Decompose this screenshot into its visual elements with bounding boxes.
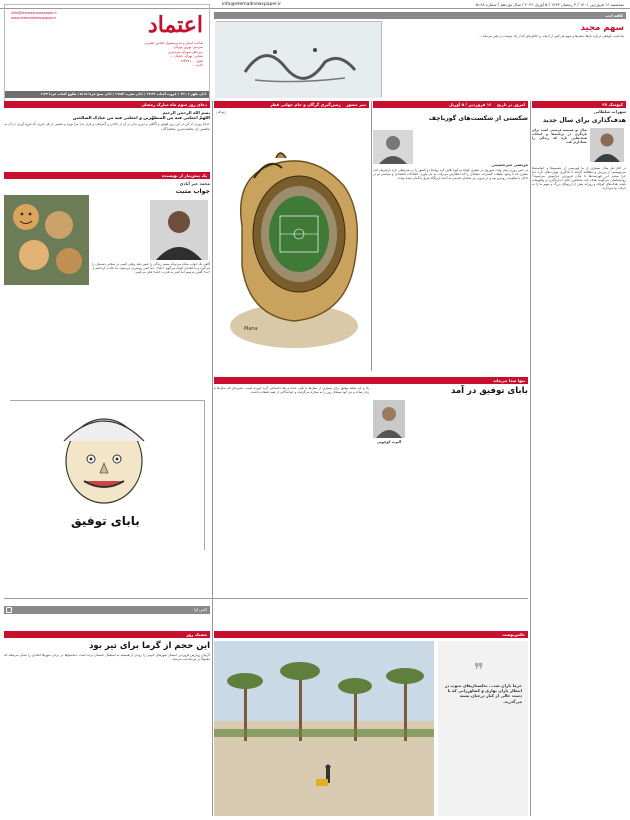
prayer-times: اذان ظهر ۱۳:۰۶ / غروب آفتاب ۱۹:۳۴ / اذان مغرب ۱۹:۵۳ / اذان صبح فردا ۵:۱۸ / طلوع آفتاب فردا ۶:۴۴ [5,91,209,98]
history-body: در چنین روزی رهبر وقت شوروی در سفری کوتاه به کوبا تلاش کرد روابط دو کشور را در شرایطی تازه بازتعریف کند. سفری که با وجود تبلیغات گسترده، نتیجه‌ای را که انتظارش می‌رفت به بار نیاورد. اصلاحات اقتصادی و سیاسی او در داخل با مقاومت روبه‌رو بود و در بیرون نیز متحدان قدیمی به آینده اردوگاه شرق بدگمان شده بودند. [373,168,528,181]
kafe-adab-body: یادداشت کوتاهی درباره نام‌ها، شعرها و سهم هر کس از ادبیات و خاطره‌ای که از یک دوست در ذهن می‌ماند... [479,34,624,38]
cartoon-panel [214,116,369,368]
reader-image [4,195,89,285]
kiosk-author: سهراب سلطانی [593,109,626,114]
oncemore-title: بابای توفیق در آمد [451,386,528,396]
smile-body: گرمای زودرس فروردین امسال شهرهای جنوبی را زودتر از همیشه به استقبال تابستان برده است. دماسنج‌ها در برخی شهرها اعدادی را نشان می‌دهند که معمولاً در تیرماه ثبت می‌شد. [4,653,210,662]
smiley-cookies-icon [4,195,89,285]
oncemore-author-caption: آلبرت کوچویی [377,440,401,444]
stadium-cartoon-icon [214,116,369,368]
oncemore-body-cont [373,448,528,566]
photo-essay-caption: خرما باران شد... نخلستان‌های جنوب در انتظار باران بهاری و کشاورزانی که با دست خالی از کنار درختان تشنه می‌گذرند. [444,683,522,704]
instagram-icon [6,607,12,613]
cartoon-signature: Mana [244,326,258,332]
issue-date-line: سه‌شنبه ۱۶ فروردین ۱۴۰۱ / ۳ رمضان ۱۴۴۳ / ۵ آوریل ۲۰۲۲ / سال نوزدهم / شماره ۵۱۶۸ [475,1,624,7]
history-author: مرتضی میرحسینی [491,162,528,167]
masthead-info-line: صاحب امتیاز و مدیرمسئول: الیاس حضرتی [144,41,203,45]
newspaper-logo: اعتماد [147,12,203,38]
cartoon-sub: ژئوکلی [216,110,227,114]
bismillah: بسم الله الرحمن الرحیم [162,110,210,115]
history-date: ۱۶ فروردین / ۵ آوریل [448,102,492,107]
dua-arabic: اللهمّ اجعلنی فیه من المتطهّرین و اجعلنی فیه من عبادک الصالحین [72,115,210,121]
toufigh-cartoon-caption: بابای توفیق [71,514,140,528]
masthead-info-line: سردبیر: بهروز بهزادی [173,45,203,50]
oncemore-author-photo [373,400,405,438]
history-section-label: امروز در تاریخ [497,102,525,107]
oncemore-body: یاد و نام مجله توفیق برای بسیاری از نسل‌ها با طنز، خنده و نقد اجتماعی گره خورده است. نشریه‌ای که سال‌ها با زبان ساده و تیز خود مسائل روز را به سخره می‌گرفت و خوانندگانی از همه طبقات داشت. [214,386,369,395]
instagram-label: اکس اوا [194,607,207,612]
cartoon-caption-label: زمین‌گیری گرگان و جام جهانی قطر [270,102,341,107]
ramadan-prayer-bar: دعای روز سوم ماه مبارک رمضان [4,101,210,108]
history-photo [373,130,413,164]
palm-grove-icon [214,641,434,816]
reader-title: جواب مثبت [175,188,210,195]
masthead-info [9,41,203,67]
kiosk-intro: سال نو همیشه فرصتی است برای بازنگری در برنامه‌ها و انتخاب هدف‌هایی تازه که زندگی را معنادارتر کند. [532,128,587,145]
quote-icon: ❞ [474,660,484,681]
row-rule [4,598,528,599]
masthead-info-line: تلفن: ۶۶۴۷۷۱۰۰ [180,58,203,63]
smile-section-bar: مشتک روز [4,631,210,638]
reader-body-cont [4,289,90,373]
kiosk-section-bar [532,101,626,108]
portrait-icon [150,200,208,260]
photo-essay-caption-box [438,641,528,816]
dua-translation: خدایا روزی ام کن در این روز هوش و آگاهی و دورم بدار در آن از نادانی و گمراهی و قرار بده مرا بهره و نصیبی از هر خیری که فرود آوری در آن به بخشش ای بخشنده‌ترین بخشندگان. [4,122,210,131]
reader-section-bar: یک پیش‌نیاز از نویسنده [4,172,210,179]
masthead [4,4,210,104]
photo-section-bar: عکس‌نوشت [214,631,528,638]
calligraphy-icon [215,22,381,98]
photo-essay-image [214,641,434,816]
masthead-emails [11,11,71,20]
kiosk-title: هدف‌گذاری برای سال جدید [542,117,626,124]
cartoon-section-bar [214,101,369,108]
smile-title: این حجم از گرما برای تیر بود [89,641,210,651]
instagram-strip [4,606,210,614]
toufigh-cartoon [10,400,205,550]
masthead-info-line: نشانی: تهران، خیابان ... [170,54,203,59]
kiosk-section-label: کیوسک ۲۷ [602,102,623,107]
masthead-info-line: چاپ: ... [191,63,203,68]
kiosk-body: در آغاز هر سال بسیاری از ما فهرستی از تصمیم‌ها و خواسته‌ها می‌نویسیم؛ از ورزش و مطالعه گرفته تا یادگیری مهارت‌های تازه. اما چرا بیشتر این فهرست‌ها تا پایان فروردین فراموش می‌شوند؟ روانشناسان می‌گویند هدف باید مشخص، قابل اندازه‌گیری و واقع‌بینانه باشد. هدف‌های کوچک و روزانه بیش از آرزوهای بزرگ و مبهم ما را به حرکت وا می‌دارند. [532,166,626,191]
kafe-adab-title: سهم مجید [580,23,624,33]
reader-photo [150,200,208,260]
top-email[interactable]: info@etemadnewspaper.ir [222,1,282,7]
portrait-icon [590,128,624,162]
masthead-website[interactable]: www.etemadnewspaper.ir [11,15,57,20]
section-kafe-adab: کافه ادب [214,12,626,19]
column-rule [212,101,213,816]
portrait-icon [373,130,413,164]
portrait-icon [373,400,405,438]
reader-body: گاهی یک جواب ساده می‌تواند مسیر زندگی را تغییر دهد. وقتی کسی در سختی دستمان را می‌گیرد و با لبخندی کوتاه می‌گوید «بله»، دنیا کمی روشن‌تر می‌شود. ما عادت کرده‌ایم از «نه» گفتن بترسیم اما کمتر به قدرت «بله» فکر می‌کنیم. [92,262,210,275]
reader-author: محمد خیر آبادی [179,181,210,186]
column-rule [530,101,531,816]
column-rule [371,101,372,371]
history-section-bar [373,101,528,108]
oncemore-left-text [10,556,205,590]
masthead-info-line: زیر نظر شورای سردبیری [168,49,203,54]
cartoon-section-label: تیتر مصور [346,102,366,107]
dua-box [4,110,210,146]
kafe-adab-image [216,21,382,97]
oncemore-section-bar: تنها صدا می‌ماند [214,377,528,384]
history-title: شکستی از شکست‌های گورباچف [428,115,528,122]
masthead-email[interactable]: info@etemadnewspaper.ir [11,11,57,15]
kiosk-photo [590,128,624,162]
